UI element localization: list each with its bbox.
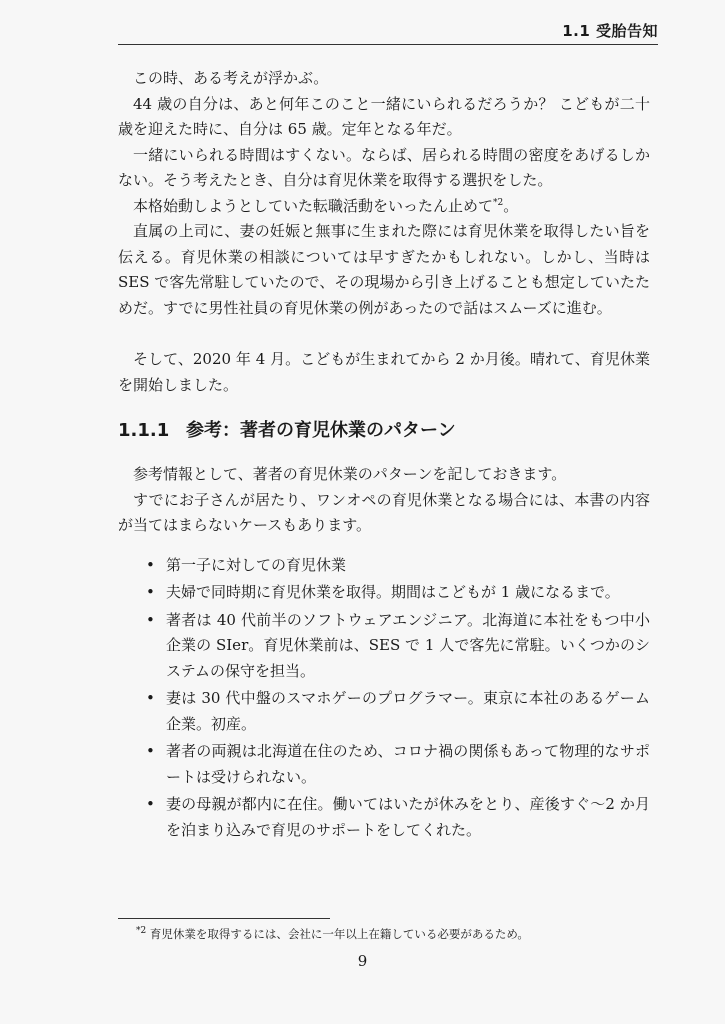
footnote (136, 925, 656, 943)
section-number: 1.1.1 (118, 420, 170, 441)
body-text (118, 66, 650, 845)
list-item: • 妻の母親が都内に在住。働いてはいたが休みをとり、産後すぐ〜2 か月を泊まり込みで育児のサポートをしてくれた。 (166, 792, 650, 843)
list-item: • 妻は 30 代中盤のスマホゲーのプログラマー。東京に本社のあるゲーム企業。初産。 (166, 686, 650, 737)
running-title: 1.1 受胎告知 (562, 22, 658, 40)
list-item: • 第一子に対しての育児休業 (166, 553, 650, 579)
paragraph: 44 歳の自分は、あと何年このこと一緒にいられるだろうか？ こどもが二十歳を迎えた時に、自分は 65 歳。定年となる年だ。 (118, 94, 650, 138)
paragraph-tail: 。 (503, 196, 519, 215)
footnote-text: 育児休業を取得するには、会社に一年以上在籍している必要があるため。 (149, 927, 529, 941)
bullet-list (118, 553, 650, 844)
footnote-mark: *2 (136, 926, 147, 937)
paragraph-text: 本格始動しようとしていた転職活動をいったん止めて (133, 196, 494, 215)
paragraph: すでにお子さんが居たり、ワンオペの育児休業となる場合には、本書の内容が当てはまらないケースもあります。 (118, 490, 650, 534)
paragraph: そして、2020 年 4 月。こどもが生まれてから 2 か月後。晴れて、育児休業を開始しました。 (118, 350, 650, 394)
list-item: • 夫婦で同時期に育児休業を取得。期間はこどもが 1 歳になるまで。 (166, 580, 650, 606)
paragraph: この時、ある考えが浮かぶ。 (133, 69, 329, 87)
paragraph: 直属の上司に、妻の妊娠と無事に生まれた際には育児休業を取得したい旨を伝える。育児休業の相談については早すぎたかもしれない。しかし、当時は SES で客先常駐していたので、その現場から引き上げることも想定していたためだ。すでに男性社員の育児休業の例があったので話はスムーズに進む。 (118, 222, 650, 317)
page-number: 9 (357, 952, 368, 970)
section-title: 参考：著者の育児休業のパターン (186, 420, 456, 441)
list-item: • 著者の両親は北海道在住のため、コロナ禍の関係もあって物理的なサポートは受けられない。 (166, 739, 650, 790)
section-heading (118, 418, 650, 444)
paragraph: 参考情報として、著者の育児休業のパターンを記しておきます。 (133, 465, 567, 483)
paragraph-with-footnote (118, 194, 650, 220)
running-header (118, 18, 658, 45)
footnote-reference: *2 (493, 197, 504, 208)
list-item: • 著者は 40 代前半のソフトウェアエンジニア。北海道に本社をもつ中小企業の SIer。育児休業前は、SES で 1 人で客先に常駐。いくつかのシステムの保守を担当。 (166, 608, 650, 685)
paragraph-gap (118, 321, 650, 347)
footnote-divider (118, 918, 330, 919)
paragraph: 一緒にいられる時間はすくない。ならば、居られる時間の密度をあげるしかない。そう考えたとき、自分は育児休業を取得する選択をした。 (118, 145, 650, 189)
